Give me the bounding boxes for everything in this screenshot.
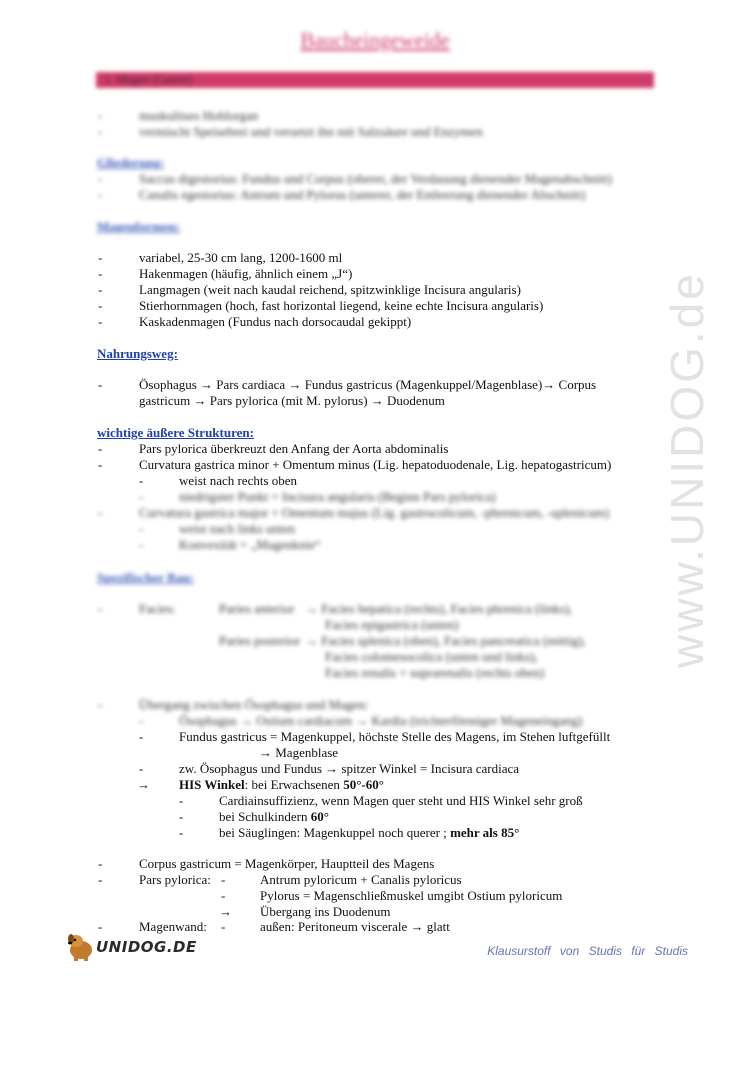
nahrungsweg-line: Ösophagus → Pars cardiaca → Fundus gastricus (Magenkuppel/Magenblase)→ Corpus [139,377,597,392]
bullet-dash: - [139,729,144,744]
fundus-line: → Magenblase [259,745,339,760]
bullet-dash: - [98,505,103,520]
magenformen-item: Stierhornmagen (hoch, fast horizontal liegend, keine echte Incisura angularis) [139,298,544,313]
section-heading-bau: Spezifischer Bau: [97,570,194,585]
strukturen-item: Pars pylorica überkreuzt den Anfang der Aorta abdominalis [139,441,449,456]
bullet-dash: - [139,761,144,776]
fundus-line: Fundus gastricus = Magenkuppel, höchste Stelle des Magens, im Stehen luftgefüllt [179,729,611,744]
bullet-dash: - [139,521,144,536]
bullet-dash: - [98,697,103,712]
magenformen-item: variabel, 25-30 cm lang, 1200-1600 ml [139,250,343,265]
bullet-dash: - [221,872,226,887]
bullet-dash: - [98,124,103,139]
pars-pylorica-item: Übergang ins Duodenum [260,904,391,919]
nahrungsweg-line: gastricum → Pars pylorica (mit M. pylorus) → Duodenum [139,393,445,408]
watermark-text: www.UNIDOG.de [661,271,713,668]
bau-paries-posterior-text: → Facies splenica (oben), Facies pancreatica (mittig), [305,633,586,648]
bau-paries-posterior-text: Facies colomesocolica (unten und links), [325,649,538,664]
bullet-dash: - [98,298,103,313]
strukturen-item: Curvatura gastrica major + Omentum majus (Lig. gastrocolicum, -phrenicum, -splenicum) [139,505,610,520]
winkel-line: zw. Ösophagus und Fundus → spitzer Winkel = Incisura cardiaca [179,761,520,776]
pars-pylorica-item: Pylorus = Magenschließmuskel umgibt Ostium pyloricum [260,888,563,903]
page-title: Baucheingeweide [300,28,450,52]
bullet-dash: - [179,809,184,824]
bullet-dash: - [221,919,226,934]
his-subitem [219,809,329,825]
section-bar-label: 1. Magen (Gaster) [104,72,192,86]
corpus-line: Corpus gastricum = Magenkörper, Hauptteil des Magens [139,856,435,871]
uebergang-heading: Übergang zwischen Ösophagus und Magen: [139,697,369,712]
bullet-dash: - [98,108,103,123]
bullet-dash: - [98,266,103,281]
bau-paries-anterior: Paries anterior [219,601,295,616]
section-heading-gliederung: Gliederung: [97,155,165,170]
bullet-dash: - [98,377,103,392]
footer-tagline: Klausurstoff von Studis für Studis [487,944,688,958]
his-subitem [219,825,519,841]
bullet-dash: - [98,457,103,472]
magenformen-item: Langmagen (weit nach kaudal reichend, spitzwinklige Incisura angularis) [139,282,521,297]
his-line [179,777,384,793]
his-subitem-text: bei Säuglingen: Magenkuppel noch querer ; [219,825,451,840]
bullet-dash: - [139,713,144,728]
his-subitem-bold: mehr als 85° [450,825,520,840]
magenwand-label: Magenwand: [139,919,207,934]
uebergang-subitem: Ösophagus → Ostium cardiacum → Kardia (trichterförmiger Mageneingang) [179,713,583,728]
strukturen-subitem: niedrigster Punkt = Incisura angularis (Beginn Pars pylorica) [179,489,496,504]
strukturen-subitem: Konvexität = „Magenknie“ [179,537,321,552]
bau-facies-label: Facies: [139,601,176,616]
strukturen-item: Curvatura gastrica minor + Omentum minus (Lig. hepatoduodenale, Lig. hepatogastricum) [139,457,612,472]
his-value: 50°-60° [343,777,384,792]
pars-arrow: → [219,904,232,919]
bau-paries-anterior-text: → Facies hepatica (rechts), Facies phrenica (links), [305,601,573,616]
gliederung-item: Canalis egestorius: Antrum und Pylorus (unterer, der Entleerung dienender Abschnitt) [139,187,586,202]
bullet-dash: - [139,537,144,552]
bullet-dash: - [98,601,103,616]
gliederung-item: Saccus digestorius: Fundus und Corpus (oberer, der Verdauung dienender Magenabschnitt) [139,171,612,186]
bullet-dash: - [98,872,103,887]
his-text: : bei Erwachsenen [244,777,344,792]
bullet-dash: - [98,187,103,202]
logo [66,930,197,962]
bullet-dash: - [98,250,103,265]
bullet-dash: - [98,171,103,186]
bullet-dash: - [139,473,144,488]
bullet-dash: - [179,793,184,808]
bullet-dash: - [179,825,184,840]
his-subitem-bold: 60° [310,809,329,824]
intro-item: vermischt Speisebrei und versetzt ihn mit Salzsäure und Enzymen [139,124,483,139]
bullet-dash: - [98,919,103,934]
section-heading-nahrungsweg: Nahrungsweg: [97,346,178,361]
dog-icon [66,930,96,962]
bullet-dash: - [98,282,103,297]
bullet-dash: - [98,441,103,456]
section-heading-strukturen: wichtige äußere Strukturen: [97,425,254,440]
bullet-dash: - [221,888,226,903]
bullet-dash: - [98,856,103,871]
watermark [660,271,713,1088]
pars-pylorica-item: Antrum pyloricum + Canalis pyloricus [260,872,462,887]
bau-paries-posterior: Paries posterior [219,633,301,648]
bullet-dash: - [139,489,144,504]
strukturen-subitem: weist nach links unten [179,521,295,536]
magenformen-item: Hakenmagen (häufig, ähnlich einem „J“) [139,266,353,281]
his-subitem: Cardiainsuffizienz, wenn Magen quer steht und HIS Winkel sehr groß [219,793,583,808]
magenformen-item: Kaskadenmagen (Fundus nach dorsocaudal gekippt) [139,314,412,329]
bau-paries-anterior-text: Facies epigastrica (unten) [325,617,459,632]
his-subitem-text: bei Schulkindern [219,809,311,824]
bau-paries-posterior-text: Facies renalis + suprarenalis (rechts oben) [325,665,545,680]
his-arrow: → [137,777,150,792]
magenwand-item: außen: Peritoneum viscerale → glatt [260,919,450,934]
his-bold: HIS Winkel [179,777,245,792]
logo-text: UNIDOG.DE [96,938,197,956]
intro-item: muskulöses Hohlorgan [139,108,259,123]
bullet-dash: - [98,314,103,329]
pars-pylorica-label: Pars pylorica: [139,872,211,887]
section-heading-magenformen: Magenformen: [97,219,181,234]
strukturen-subitem: weist nach rechts oben [179,473,298,488]
